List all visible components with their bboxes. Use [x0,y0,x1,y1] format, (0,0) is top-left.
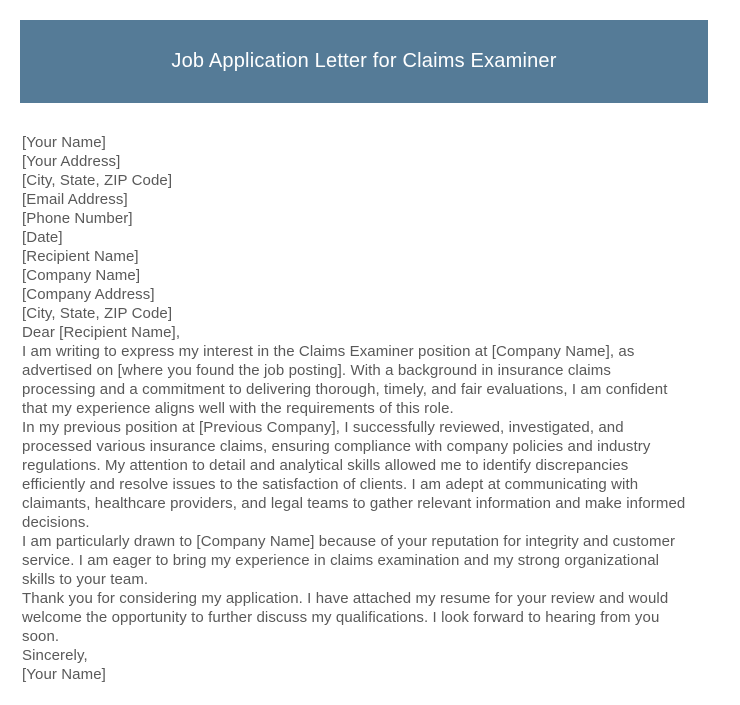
letter-line: efficiently and resolve issues to the satisfaction of clients. I am adept at communicating with [22,476,639,493]
letter-line: advertised on [where you found the job posting]. With a background in insurance claims [22,362,611,379]
letter-line: In my previous position at [Previous Company], I successfully reviewed, investigated, and [22,419,624,436]
letter-line: [Email Address] [22,191,128,208]
letter-line: processing and a commitment to delivering thorough, timely, and fair evaluations, I am confident [22,381,668,398]
page-title: Job Application Letter for Claims Examiner [171,50,557,72]
letter-line: soon. [22,628,60,645]
letter-line: decisions. [22,514,90,531]
letter-line: Sincerely, [22,647,88,664]
letter-line: skills to your team. [22,571,149,588]
letter-line: that my experience aligns well with the requirements of this role. [22,400,454,417]
letter-line: [Company Address] [22,286,155,303]
title-banner [20,20,708,103]
letter-body [22,133,722,684]
letter-line: service. I am eager to bring my experience in claims examination and my strong organizational [22,552,660,569]
letter-line: Dear [Recipient Name], [22,324,181,341]
letter-line: [Recipient Name] [22,248,139,265]
letter-line: Thank you for considering my application. I have attached my resume for your review and would [22,590,669,607]
letter-line: I am particularly drawn to [Company Name] because of your reputation for integrity and customer [22,533,676,550]
letter-line: [City, State, ZIP Code] [22,305,173,322]
letter-line: [Date] [22,229,63,246]
letter-line: [Phone Number] [22,210,133,227]
letter-line: [Company Name] [22,267,141,284]
letter-line: claimants, healthcare providers, and legal teams to gather relevant information and make informed [22,495,686,512]
letter-line: [Your Address] [22,153,121,170]
letter-line: welcome the opportunity to further discuss my qualifications. I look forward to hearing from you [22,609,660,626]
letter-line: [City, State, ZIP Code] [22,172,173,189]
letter-line: I am writing to express my interest in the Claims Examiner position at [Company Name], as [22,343,635,360]
letter-line: [Your Name] [22,666,106,683]
letter-line: regulations. My attention to detail and analytical skills allowed me to identify discrepancies [22,457,629,474]
letter-line: [Your Name] [22,134,106,151]
letter-line: processed various insurance claims, ensuring compliance with company policies and industry [22,438,651,455]
